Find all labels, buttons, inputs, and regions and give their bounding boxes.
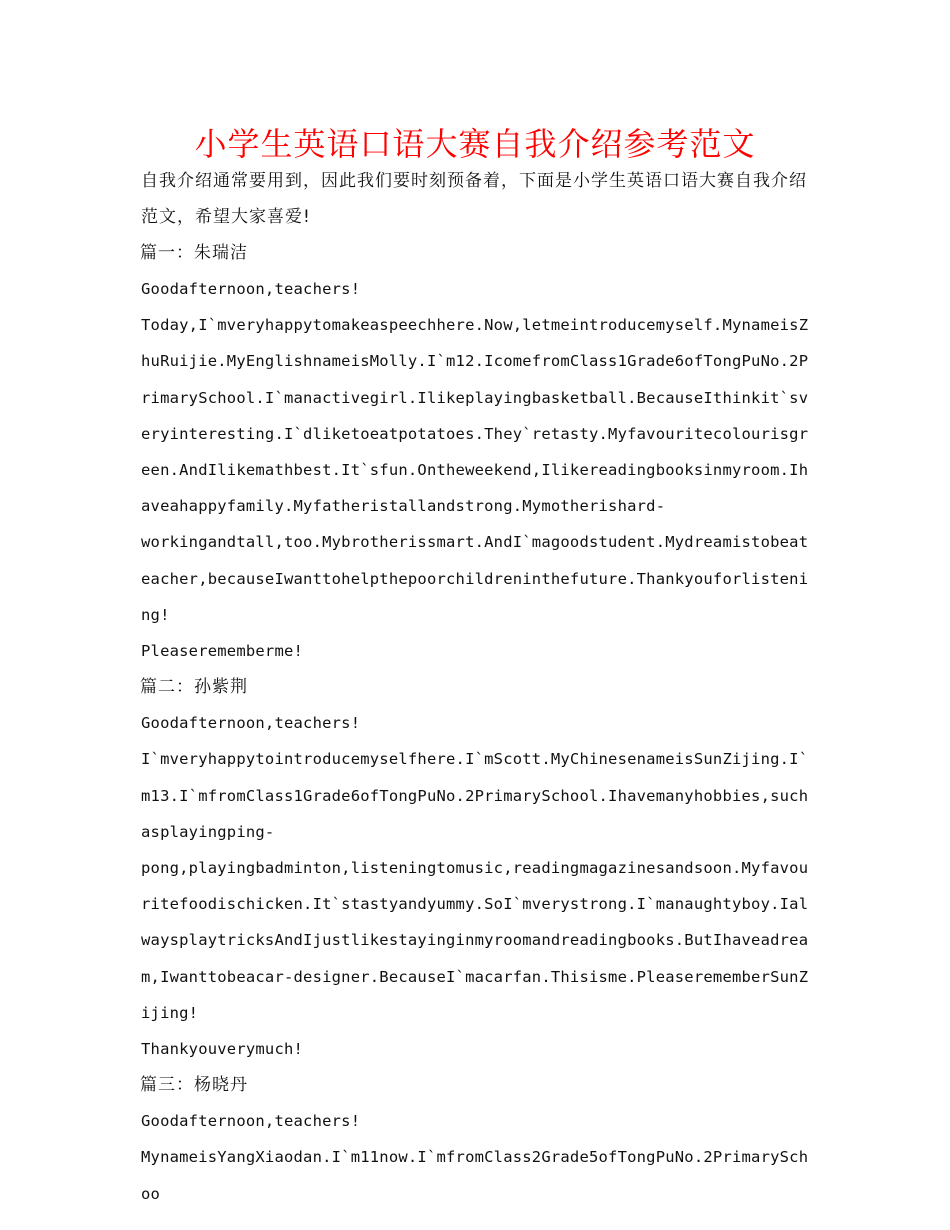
section-1-paragraph: Today,I`mveryhappytomakeaspeechhere.Now,letmeintroducemyself.MynameisZhuRuijie.MyEnglishnameisMolly.I`m12.IcomefromClass1Grade6ofTongPuNo.2PrimarySchool.I`manactivegirl.Ilikeplayingbasketball.BecauseIthinkit`sveryinteresting.I`dliketoeatpotatoes.They`retasty.Myfavouritecolourisgreen.AndIlikemathbest.It`sfun.Ontheweekend,Ilikereadingbooksinmyroom.Ihaveahappyfamily.Myfatheristallandstrong.Mymotherishard-	[141, 316, 809, 516]
section-2-greeting: Goodafternoon,teachers!	[141, 714, 361, 733]
section-2-closing: Thankyouverymuch!	[141, 1040, 304, 1059]
document-title: 小学生英语口语大赛自我介绍参考范文	[194, 125, 756, 163]
section-heading-2: 篇二：孙紫荆	[140, 677, 248, 698]
section-2-paragraph: I`mveryhappytointroducemyselfhere.I`mScott.MyChinesenameisSunZijing.I`m13.I`mfromClass1Grade6ofTongPuNo.2PrimarySchool.Ihavemanyhobbies,suchasplayingping-	[141, 750, 809, 841]
document-body	[141, 163, 813, 1212]
section-heading-1: 篇一：朱瑞洁	[140, 243, 248, 263]
section-1-closing: Pleaserememberme!	[141, 642, 304, 661]
section-1-paragraph-continued: workingandtall,too.Mybrotherissmart.AndI`magoodstudent.Mydreamistobeateacher,becauseIwanttohelpthepoorchildreninthefuture.Thankyouforlistening!	[141, 533, 809, 624]
section-3-greeting: Goodafternoon,teachers!	[141, 1112, 361, 1131]
intro-paragraph: 自我介绍通常要用到，因此我们要时刻预备着，下面是小学生英语口语大赛自我介绍范文，希望大家喜爱!	[141, 171, 807, 227]
section-1-greeting: Goodafternoon,teachers!	[141, 280, 361, 298]
section-2-paragraph-continued: pong,playingbadminton,listeningtomusic,readingmagazinesandsoon.Myfavouritefoodischicken.It`stastyandyummy.SoI`mverystrong.I`manaughtyboy.IalwaysplaytricksAndIjustlikestayinginmyroomandreadingbooks.ButIhaveadream,Iwanttobeacar-designer.BecauseI`macarfan.Thisisme.PleaserememberSunZijing!	[141, 859, 809, 1022]
section-heading-3: 篇三：杨晓丹	[140, 1075, 248, 1096]
section-3-paragraph: MynameisYangXiaodan.I`m11now.I`mfromClass2Grade5ofTongPuNo.2PrimarySchoo	[141, 1148, 809, 1203]
